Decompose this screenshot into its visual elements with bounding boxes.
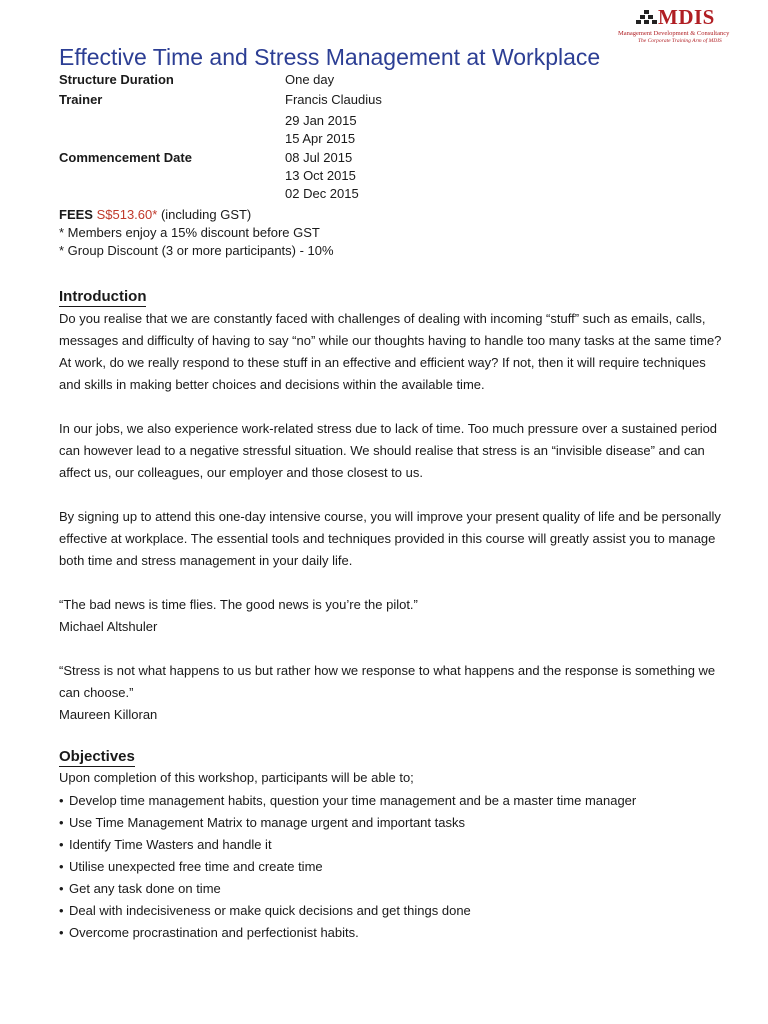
list-item: • Use Time Management Matrix to manage urgent and important tasks: [59, 812, 636, 834]
intro-paragraph: Do you realise that we are constantly faced with challenges of dealing with incoming “stuff” such as emails, calls, messages and difficulty of having to say “no” while our thoughts having to handle too many tasks at the same time? At work, do we really respond to these stuff in an effective and efficient way? If not, then it will require techniques and skills in making better choices and decisions within the available time.: [59, 311, 722, 392]
list-item: • Utilise unexpected free time and create time: [59, 856, 636, 878]
logo-subtagline: The Corporate Training Arm of MDIS: [638, 38, 722, 44]
objectives-heading-text: Objectives: [59, 748, 135, 765]
mdis-logo: [616, 6, 752, 46]
quote-author: Michael Altshuler: [59, 619, 158, 634]
quote-author: Maureen Killoran: [59, 707, 158, 722]
list-item: • Develop time management habits, question your time management and be a master time manager: [59, 790, 636, 812]
list-item: • Identify Time Wasters and handle it: [59, 834, 636, 856]
heading-underline: [59, 766, 135, 767]
fees-label: FEES: [59, 207, 93, 222]
trainer-value: Francis Claudius: [285, 92, 382, 107]
commencement-date: 02 Dec 2015: [285, 186, 359, 201]
list-item: • Deal with indecisiveness or make quick decisions and get things done: [59, 900, 636, 922]
fees-line: [59, 207, 251, 223]
list-item: • Get any task done on time: [59, 878, 636, 900]
logo-tagline: Management Development & Consultancy: [618, 30, 730, 37]
fees-note: (including GST): [160, 207, 252, 222]
group-discount-note: * Group Discount (3 or more participants) - 10%: [59, 243, 334, 258]
introduction-heading: [59, 288, 146, 306]
commencement-date-label: Commencement Date: [59, 150, 192, 165]
heading-underline: [59, 306, 146, 307]
intro-paragraph: By signing up to attend this one-day intensive course, you will improve your present quality of life and be personally effective at workplace. The essential tools and techniques provided in this course will greatly assist you to manage both time and stress management in your daily life.: [59, 509, 721, 568]
quote-text: “Stress is not what happens to us but rather how we response to what happens and the response is something we can choose.”: [59, 663, 716, 700]
commencement-date: 08 Jul 2015: [285, 150, 353, 165]
member-discount-note: * Members enjoy a 15% discount before GST: [59, 225, 320, 240]
commencement-date: 29 Jan 2015: [285, 113, 357, 128]
page-title: Effective Time and Stress Management at Workplace: [59, 44, 601, 70]
commencement-date: 13 Oct 2015: [285, 168, 356, 183]
objectives-heading: [59, 748, 135, 766]
list-item: • Overcome procrastination and perfectionist habits.: [59, 922, 636, 944]
fees-price: S$513.60*: [96, 207, 158, 222]
structure-duration-label: Structure Duration: [59, 72, 174, 87]
objectives-list: [59, 790, 636, 944]
introduction-heading-text: Introduction: [59, 288, 147, 305]
trainer-label: Trainer: [59, 92, 103, 107]
objectives-lead: Upon completion of this workshop, participants will be able to;: [59, 770, 414, 785]
mdis-pyramid-icon: [636, 10, 658, 26]
intro-paragraph: In our jobs, we also experience work-related stress due to lack of time. Too much pressure over a sustained period can however lead to a negative stressful situation. We should realise that stress is an “invisible disease” and can affect us, our colleagues, our employer and those closest to us.: [59, 421, 718, 480]
logo-wordmark: MDIS: [658, 5, 715, 29]
commencement-date: 15 Apr 2015: [285, 131, 356, 146]
quote-text: “The bad news is time flies. The good news is you’re the pilot.”: [59, 597, 418, 612]
structure-duration-value: One day: [285, 72, 335, 87]
